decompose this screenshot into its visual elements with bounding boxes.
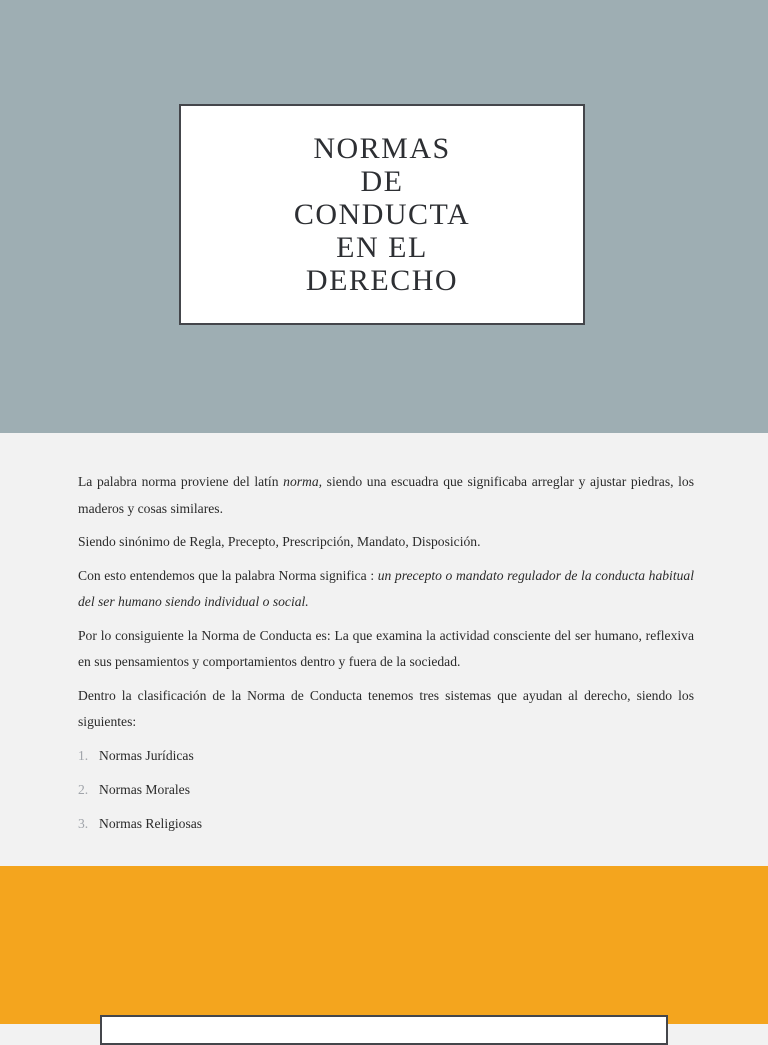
list-item xyxy=(78,743,694,770)
list-item-number: 1. xyxy=(78,747,89,763)
list-item-text: Normas Jurídicas xyxy=(99,747,194,763)
title-box xyxy=(179,104,585,325)
paragraph-definition-text: Con esto entendemos que la palabra Norma significa : xyxy=(78,567,378,583)
norms-list xyxy=(78,743,694,838)
paragraph-synonyms: Siendo sinónimo de Regla, Precepto, Prescripción, Mandato, Disposición. xyxy=(78,534,481,549)
paragraph-conduct: Por lo consiguiente la Norma de Conducta es: La que examina la actividad consciente del ser humano, reflexiva en sus pensamientos y comportamientos dentro y fuera de la sociedad. xyxy=(78,627,694,669)
next-slide-title-box xyxy=(100,1015,668,1045)
list-item xyxy=(78,777,694,804)
title-slide xyxy=(0,0,768,433)
list-item-number: 2. xyxy=(78,781,89,797)
paragraph-origin-text-2: siendo una escuadra que significaba arreglar y ajustar piedras, los maderos y cosas similares. xyxy=(78,474,695,516)
paragraph-origin-text-1: La palabra norma proviene del latín xyxy=(78,474,284,489)
content-body xyxy=(78,469,694,845)
list-item xyxy=(78,811,694,838)
paragraph-classification: Dentro la clasificación de la Norma de Conducta tenemos tres sistemas que ayudan al derecho, siendo los siguientes: xyxy=(78,687,694,729)
paragraph-origin xyxy=(78,469,694,522)
slide-title: NORMAS DE CONDUCTA EN EL DERECHO xyxy=(293,132,471,297)
list-item-number: 3. xyxy=(78,815,89,831)
list-item-text: Normas Religiosas xyxy=(99,815,203,831)
paragraph-origin-italic: norma, xyxy=(283,474,323,489)
content-slide xyxy=(0,433,768,866)
paragraph-definition xyxy=(78,563,694,616)
list-item-text: Normas Morales xyxy=(99,781,190,797)
next-slide xyxy=(0,866,768,1024)
paragraph-definition-italic: un precepto o mandato regulador de la conducta habitual del ser humano siendo individual o social. xyxy=(78,567,694,609)
